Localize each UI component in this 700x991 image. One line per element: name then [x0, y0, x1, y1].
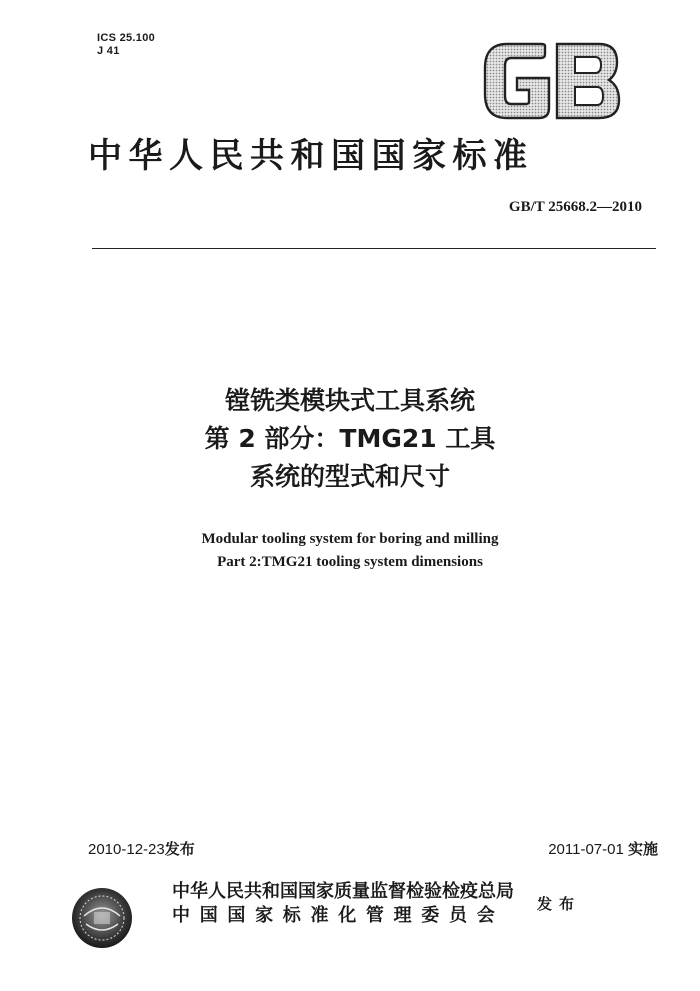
ics-code: ICS 25.100 [97, 32, 156, 44]
header-divider [92, 248, 656, 249]
standard-number: GB/T 25668.2—2010 [508, 199, 642, 215]
publish-label: 发布 [537, 895, 582, 913]
issue-label: 发布 [164, 840, 195, 858]
english-title-line: Modular tooling system for boring and milling [201, 531, 499, 547]
english-title [60, 528, 640, 574]
issuing-authorities [172, 880, 514, 928]
implementation-label: 实施 [627, 840, 658, 858]
issue-date: 2010-12-23 [88, 841, 165, 858]
issuer-sac: 中国国家标准化管理委员会 [172, 905, 505, 926]
english-title-line: Part 2:TMG21 tooling system dimensions [217, 554, 483, 570]
anti-counterfeit-seal-icon [70, 886, 134, 950]
chinese-title [60, 382, 640, 496]
implementation-date-block [548, 838, 658, 859]
chinese-title-line: 系统的型式和尺寸 [249, 462, 450, 491]
issue-date-block [88, 838, 195, 859]
classification-codes [97, 32, 155, 58]
national-standard-title: 中华人民共和国国家标准 [88, 136, 534, 176]
chinese-title-line: 镗铣类模块式工具系统 [224, 386, 475, 415]
gb-logo [483, 42, 621, 120]
ccs-code: J 41 [97, 45, 120, 57]
chinese-title-line: 第 2 部分：TMG21 工具 [204, 424, 496, 453]
implementation-date: 2011-07-01 [548, 841, 624, 858]
issuer-aqsiq: 中华人民共和国国家质量监督检验检疫总局 [172, 881, 514, 902]
